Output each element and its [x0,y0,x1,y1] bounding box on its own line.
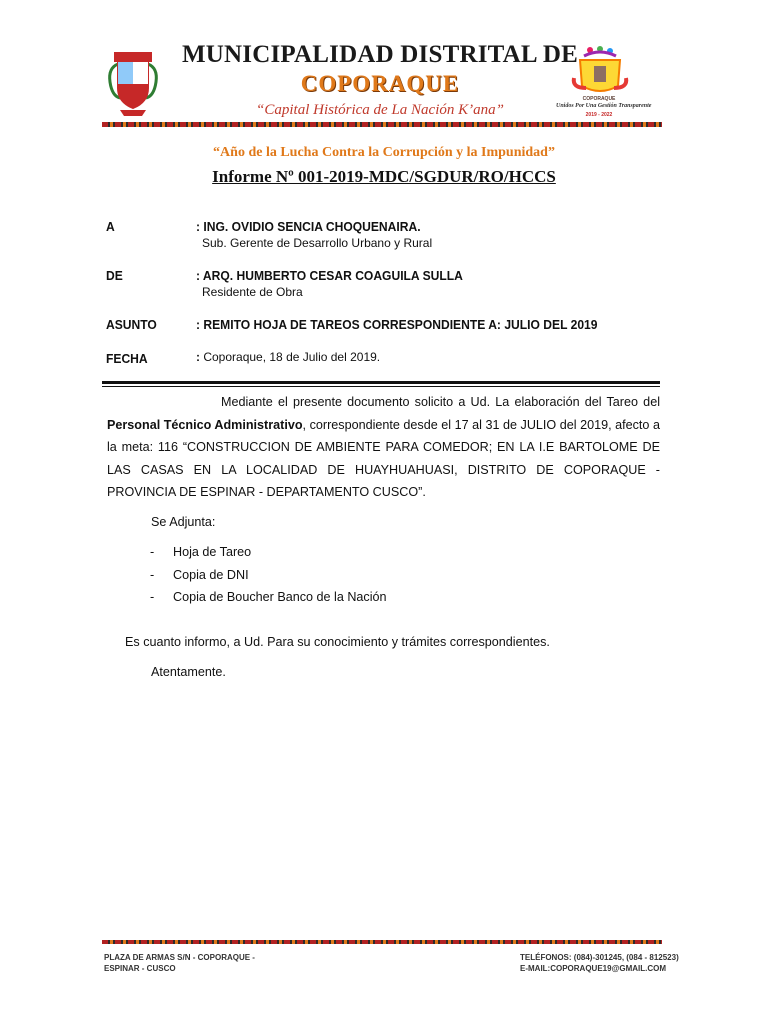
municipal-administration-logo [556,44,652,122]
year-motto: “Año de la Lucha Contra la Corrupción y la Impunidad” [213,145,555,160]
attachment-bullet: - [150,545,155,559]
footer-address-line1: PLAZA DE ARMAS S/N - COPORAQUE - [104,953,255,962]
signoff: Atentamente. [151,665,226,679]
right-logo-slogan: Unidos Por Una Gestión Transparente [556,103,652,109]
separator-thick [102,381,660,384]
right-logo-name: COPORAQUE [582,96,616,102]
attachment-item: Copia de Boucher Banco de la Nación [173,590,387,604]
separator-thin [102,386,660,387]
from-label: DE [106,268,123,283]
body-paragraph-bold: Personal Técnico Administrativo [107,417,303,432]
municipality-title: MUNICIPALIDAD DISTRITAL DE [182,41,578,68]
attachment-item: Copia de DNI [173,568,249,582]
date-label: FECHA [106,351,148,366]
to-position: Sub. Gerente de Desarrollo Urbano y Rural [202,236,433,250]
footer-address-line2: ESPINAR - CUSCO [104,964,176,973]
body-paragraph [107,391,660,504]
peru-coat-of-arms-logo [104,48,162,118]
district-name: COPORAQUE [300,71,460,96]
attachment-bullet: - [150,590,155,604]
date-value: Coporaque, 18 de Julio del 2019. [200,350,381,364]
attachment-item: Hoja de Tareo [173,545,252,559]
footer-email: E-MAIL:COPORAQUE19@GMAIL.COM [520,964,667,973]
closing-sentence: Es cuanto informo, a Ud. Para su conocimiento y trámites correspondientes. [125,635,550,649]
right-logo-period: 2019 - 2022 [585,112,613,118]
body-paragraph-end: , correspondiente desde el 17 al 31 de JULIO del 2019, afecto a la meta: 116 “CONSTRUCCION DE AMBIENTE PARA COMEDOR; EN LA I.E BARTOLOME DE LAS CASAS EN LA LOCALIDAD DE HUAYHUAHUASI, DISTRITO DE COPORAQUE - PROVINCIA DE ESPINAR - DEPARTAMENTO CUSCO”. [107,417,660,499]
subject-value: : REMITO HOJA DE TAREOS CORRESPONDIENTE A: JULIO DEL 2019 [196,317,598,332]
report-number: Informe Nº 001-2019-MDC/SGDUR/RO/HCCS [212,167,556,186]
to-label: A [106,219,115,234]
to-value: : ING. OVIDIO SENCIA CHOQUENAIRA. [196,219,421,234]
from-value: : ARQ. HUMBERTO CESAR COAGUILA SULLA [196,268,463,283]
footer-phones: TELÉFONOS: (084)-301245, (084 - 812523) [520,953,679,962]
date-line [196,350,380,364]
attachment-bullet: - [150,568,155,582]
subject-label: ASUNTO [106,317,157,332]
district-tagline: “Capital Histórica de La Nación K’ana” [256,102,504,118]
from-position: Residente de Obra [202,285,303,299]
footer-decorative-stripe [102,940,662,944]
date-colon: : [196,350,200,364]
attached-heading: Se Adjunta: [151,515,216,529]
header-decorative-stripe [102,122,662,127]
body-paragraph-start: Mediante el presente documento solicito a Ud. La elaboración del Tareo del [221,395,660,409]
